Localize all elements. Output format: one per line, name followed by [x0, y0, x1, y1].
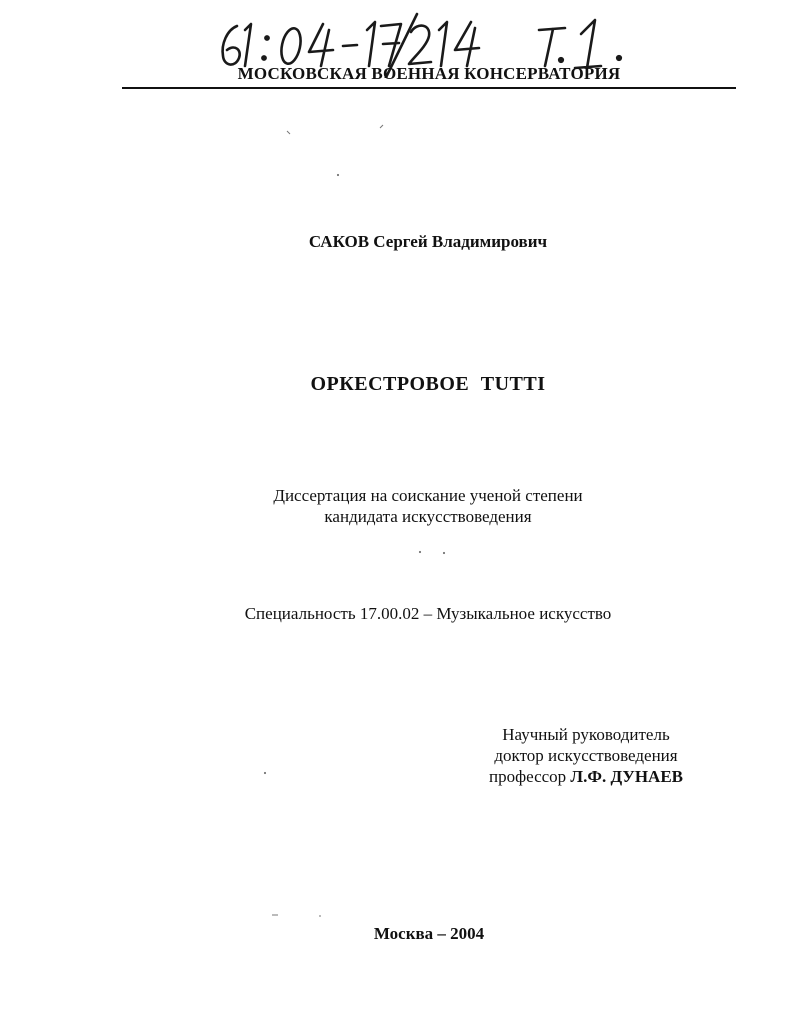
advisor-rank: профессор: [488, 767, 567, 786]
city-year: Москва – 2004: [373, 924, 485, 943]
degree-line-1: Диссертация на соискание ученой степени: [273, 486, 583, 505]
advisor-name: Л.Ф. ДУНАЕВ: [570, 767, 683, 786]
advisor-block: [470, 724, 702, 787]
author-name: САКОВ Сергей Владимирович: [308, 232, 548, 251]
advisor-rank-name: [470, 766, 702, 787]
advisor-degree: доктор искусствоведения: [494, 746, 678, 765]
degree-statement: [0, 485, 799, 527]
dissertation-title: [0, 373, 799, 396]
advisor-role: Научный руководитель: [502, 725, 670, 744]
title-main: ОРКЕСТРОВОЕ: [310, 373, 470, 395]
title-word: TUTTI: [480, 373, 546, 395]
institution-name: МОСКОВСКАЯ ВОЕННАЯ КОНСЕРВАТОРИЯ: [237, 64, 621, 83]
handwritten-catalog-text: 61:04-17/214: [205, 8, 211, 9]
specialty-line: Специальность 17.00.02 – Музыкальное искусство: [244, 604, 612, 623]
degree-line-2: кандидата искусствоведения: [324, 507, 532, 526]
header-divider: [122, 87, 736, 89]
